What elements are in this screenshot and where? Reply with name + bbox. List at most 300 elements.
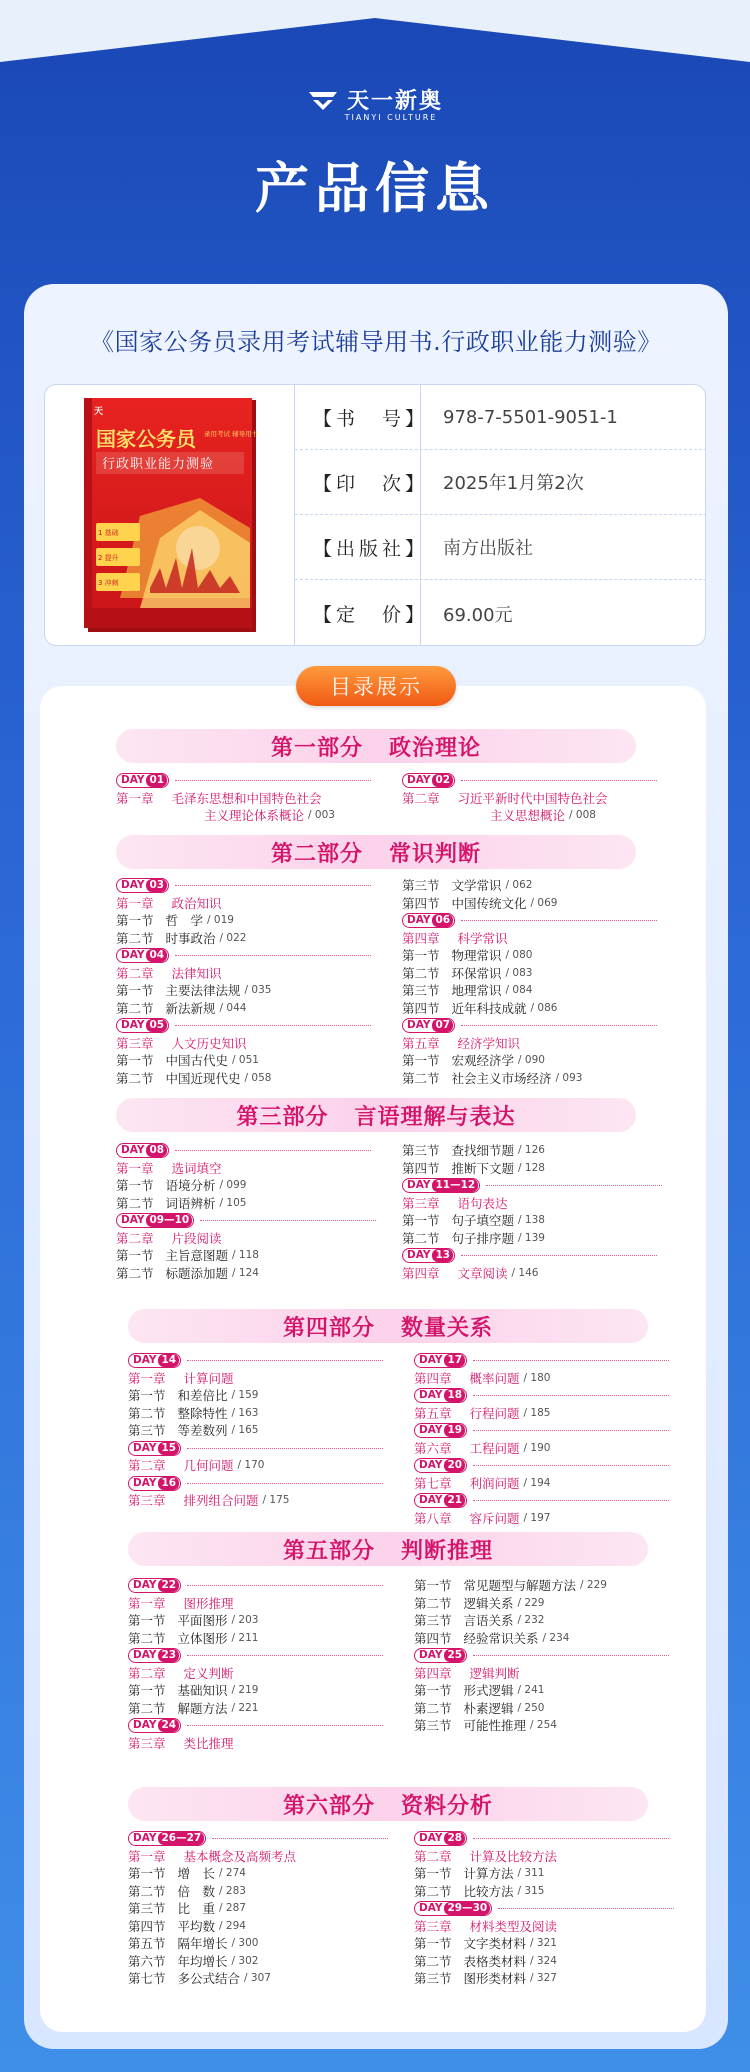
info-row-price (295, 580, 706, 646)
chapter-title: 类比推理 (183, 1735, 234, 1751)
section-number: 第二节 (116, 1195, 154, 1211)
section-number: 第一节 (116, 1053, 154, 1068)
section-title: 中国传统文化 (451, 895, 527, 911)
chapter-title: 毛泽东思想和中国特色社会 (171, 790, 322, 806)
page-number: / 163 (231, 1406, 259, 1419)
page-number: / 190 (523, 1441, 551, 1454)
chapter-title: 概率问题 (469, 1370, 520, 1386)
section-number: 第六节 (128, 1953, 166, 1969)
section-number: 第二节 (414, 1595, 452, 1611)
section-number: 第一节 (128, 1613, 166, 1628)
day-badge: DAY 16 (128, 1476, 181, 1491)
page-number: / 315 (517, 1884, 545, 1897)
chapter-number: 第八章 (414, 1510, 452, 1526)
chapter-title: 选词填空 (171, 1160, 222, 1176)
day-number: 07 (432, 1019, 453, 1032)
part-banner (128, 1532, 648, 1566)
section-title: 增 长 (177, 1866, 216, 1881)
section-row (128, 1883, 388, 1901)
page-number: / 254 (530, 1719, 557, 1731)
dotted-rule (473, 1838, 669, 1839)
day-marker-row (414, 1422, 674, 1440)
section-row (128, 1970, 388, 1988)
section-row (402, 895, 662, 913)
chapter-number: 第四章 (414, 1370, 452, 1386)
chapter-title: 利润问题 (469, 1475, 520, 1491)
toc-column-left (116, 772, 376, 825)
section-row (128, 1682, 388, 1700)
day-marker-row (414, 1352, 674, 1370)
chapter-title: 科学常识 (457, 930, 508, 946)
day-marker-row (128, 1475, 388, 1493)
section-number: 第一节 (116, 983, 154, 998)
chapter-number: 第一章 (116, 1160, 154, 1176)
section-number: 第一节 (414, 1578, 452, 1593)
cover-title-big: 国家公务员 (95, 427, 196, 451)
section-row (402, 1142, 662, 1160)
cover-tag-1: 1 基础 (97, 529, 119, 537)
page-number: / 219 (231, 1684, 259, 1696)
chapter-number: 第四章 (414, 1665, 452, 1681)
part-banner (128, 1787, 648, 1821)
section-title: 立体图形 (177, 1630, 228, 1646)
day-marker-row (116, 947, 376, 965)
section-number: 第四节 (402, 895, 440, 911)
section-row (414, 1865, 674, 1883)
section-row (402, 982, 662, 1000)
page-number: / 234 (542, 1631, 570, 1644)
day-badge: DAY 03 (116, 878, 169, 893)
section-title: 新法新规 (165, 1000, 216, 1016)
page-number: / 287 (219, 1902, 246, 1914)
section-row (116, 930, 376, 948)
day-number: 11—12 (432, 1179, 478, 1192)
chapter-number: 第二章 (402, 790, 440, 806)
part-name: 资料分析 (401, 1793, 494, 1819)
section-number: 第二节 (402, 965, 440, 981)
page-number: / 170 (237, 1459, 265, 1471)
section-row (116, 1052, 376, 1070)
section-row (402, 877, 662, 895)
page-number: / 093 (555, 1071, 583, 1084)
chapter-row (414, 1510, 674, 1528)
day-number: 22 (158, 1579, 179, 1592)
chapter-row (116, 1230, 376, 1248)
page-number: / 126 (518, 1144, 545, 1156)
section-number: 第一节 (128, 1388, 166, 1403)
section-title: 平面图形 (177, 1613, 228, 1628)
section-title: 言语关系 (463, 1613, 514, 1628)
page-number: / 232 (517, 1614, 545, 1626)
day-badge: DAY 06 (402, 913, 455, 928)
day-badge: DAY 02 (402, 773, 455, 788)
day-number: 19 (444, 1424, 465, 1437)
page-number: / 086 (530, 1001, 558, 1014)
section-number: 第一节 (128, 1866, 166, 1881)
section-title: 倍 数 (177, 1883, 216, 1899)
section-title: 比较方法 (463, 1883, 514, 1899)
info-label: 【定 价】 (295, 580, 421, 646)
day-badge: DAY 11—12 (402, 1178, 480, 1193)
section-number: 第二节 (402, 1070, 440, 1086)
info-label: 【印 次】 (295, 450, 421, 514)
part-number: 第六部分 (282, 1793, 375, 1819)
chapter-title: 政治知识 (171, 895, 222, 911)
section-title: 时事政治 (165, 930, 216, 946)
section-number: 第二节 (128, 1700, 166, 1716)
dotted-rule (187, 1483, 383, 1484)
section-row (402, 965, 662, 983)
chapter-row (128, 1595, 388, 1613)
day-marker-row (128, 1717, 388, 1735)
day-marker-row (128, 1577, 388, 1595)
dotted-rule (473, 1395, 669, 1396)
day-marker-row (116, 1212, 376, 1230)
day-marker-row (116, 877, 376, 895)
day-badge: DAY 13 (402, 1248, 455, 1263)
section-row (128, 1865, 388, 1883)
day-marker-row (414, 1900, 674, 1918)
section-title: 主旨意图题 (165, 1248, 229, 1263)
chapter-number: 第二章 (128, 1458, 166, 1473)
day-marker-row (402, 772, 662, 790)
section-row (116, 1247, 376, 1265)
part-number: 第一部分 (270, 735, 363, 761)
page-number: / 294 (219, 1919, 246, 1932)
dotted-rule (461, 780, 657, 781)
section-row (414, 1595, 674, 1613)
chapter-title: 人文历史知识 (171, 1035, 247, 1051)
page-number: / 128 (518, 1161, 545, 1174)
dotted-rule (175, 1025, 371, 1026)
section-number: 第一节 (414, 1866, 452, 1881)
chapter-number: 第三章 (414, 1918, 452, 1934)
section-title: 地理常识 (451, 983, 502, 998)
day-number: 26—27 (158, 1832, 204, 1845)
section-row (414, 1953, 674, 1971)
section-number: 第二节 (128, 1630, 166, 1646)
dotted-rule (175, 780, 371, 781)
section-number: 第一节 (402, 948, 440, 963)
day-marker-row (116, 772, 376, 790)
cover-subtitle: 行政职业能力测验 (101, 457, 214, 472)
chapter-row (414, 1440, 674, 1458)
brand-name: 天一新奥 (346, 89, 443, 114)
book-cover-image (80, 398, 260, 634)
chapter-row (414, 1405, 674, 1423)
day-number: 06 (432, 914, 453, 927)
day-marker-row (414, 1492, 674, 1510)
chapter-number: 第一章 (128, 1848, 166, 1864)
chapter-title: 基本概念及高频考点 (183, 1848, 297, 1864)
part-banner (116, 1098, 636, 1132)
day-badge: DAY 09—10 (116, 1213, 194, 1228)
chapter-row (128, 1492, 388, 1510)
product-info-table (44, 384, 706, 646)
toc-column-right (414, 1352, 674, 1527)
chapter-row (128, 1735, 388, 1753)
chapter-number: 第一章 (128, 1595, 166, 1611)
section-row (128, 1900, 388, 1918)
section-number: 第二节 (128, 1405, 166, 1421)
day-badge: DAY 04 (116, 948, 169, 963)
section-number: 第二节 (116, 1070, 154, 1086)
dotted-rule (187, 1655, 383, 1656)
day-badge: DAY 24 (128, 1718, 181, 1733)
chapter-title: 材料类型及阅读 (469, 1918, 558, 1934)
section-number: 第二节 (402, 1230, 440, 1246)
day-number: 23 (158, 1649, 179, 1662)
day-marker-row (414, 1457, 674, 1475)
chapter-number: 第三章 (128, 1493, 166, 1508)
page-number: / 146 (511, 1266, 539, 1279)
chapter-number: 第一章 (116, 790, 154, 806)
section-title: 整除特性 (177, 1405, 228, 1421)
toc-column-right (414, 1830, 674, 1988)
section-title: 语境分析 (165, 1178, 216, 1193)
page-number: / 118 (232, 1249, 259, 1261)
page-number: / 099 (219, 1179, 247, 1191)
day-badge: DAY 01 (116, 773, 169, 788)
cover-title-side: 录用考试 辅导用书 (203, 430, 258, 438)
section-number: 第一节 (128, 1683, 166, 1698)
dotted-rule (187, 1448, 383, 1449)
dotted-rule (461, 1255, 657, 1256)
chapter-number: 第七章 (414, 1475, 452, 1491)
page-number: / 022 (219, 931, 247, 944)
day-badge: DAY 14 (128, 1353, 181, 1368)
dotted-rule (473, 1465, 669, 1466)
section-title: 常见题型与解题方法 (463, 1578, 577, 1593)
chapter-row (116, 1035, 376, 1053)
section-title: 句子填空题 (451, 1213, 515, 1228)
page-number: / 211 (231, 1631, 259, 1644)
day-badge: DAY 20 (414, 1458, 467, 1473)
section-number: 第一节 (414, 1683, 452, 1698)
section-number: 第三节 (414, 1971, 452, 1986)
part-number: 第三部分 (236, 1104, 329, 1130)
chapter-title: 容斥问题 (469, 1510, 520, 1526)
dotted-rule (498, 1908, 674, 1909)
dotted-rule (473, 1360, 669, 1361)
info-value: 69.00元 (443, 604, 513, 626)
page-number: / 058 (244, 1071, 272, 1084)
dotted-rule (212, 1838, 388, 1839)
chapter-row (116, 790, 376, 808)
page-number: / 139 (518, 1231, 545, 1244)
section-title: 形式逻辑 (463, 1683, 514, 1698)
section-number: 第五节 (128, 1936, 166, 1951)
section-title: 计算方法 (463, 1866, 514, 1881)
day-marker-row (116, 1017, 376, 1035)
day-number: 09—10 (146, 1214, 192, 1227)
section-number: 第四节 (402, 1160, 440, 1176)
chapter-number: 第三章 (402, 1195, 440, 1211)
section-row (128, 1405, 388, 1423)
book-title: 《国家公务员录用考试辅导用书.行政职业能力测验》 (90, 328, 662, 356)
page-number: / 311 (517, 1867, 545, 1879)
day-marker-row (402, 1017, 662, 1035)
page-number: / 051 (232, 1054, 259, 1066)
section-title: 文字类材料 (463, 1936, 527, 1951)
section-row (402, 1052, 662, 1070)
info-label: 【书 号】 (295, 385, 421, 449)
info-label: 【出版社】 (295, 515, 421, 579)
day-badge: DAY 26—27 (128, 1831, 206, 1846)
part-name: 数量关系 (401, 1315, 494, 1341)
section-title: 解题方法 (177, 1700, 228, 1716)
page-number: / 090 (518, 1054, 545, 1066)
toc-column-right (414, 1577, 674, 1735)
day-badge: DAY 18 (414, 1388, 467, 1403)
section-title: 逻辑关系 (463, 1595, 514, 1611)
section-row (128, 1700, 388, 1718)
section-row (414, 1935, 674, 1953)
page-number: / 175 (262, 1494, 290, 1506)
day-badge: DAY 08 (116, 1143, 169, 1158)
section-row (402, 1160, 662, 1178)
page-number: / 138 (518, 1214, 545, 1226)
part-name: 言语理解与表达 (354, 1104, 516, 1130)
day-number: 15 (158, 1442, 179, 1455)
section-number: 第三节 (402, 878, 440, 893)
page-number: / 019 (207, 914, 234, 926)
page-number: / 229 (517, 1596, 545, 1609)
section-number: 第一节 (402, 1053, 440, 1068)
chapter-title: 主义理论体系概论 (204, 808, 305, 823)
chapter-row (414, 1918, 674, 1936)
section-row (128, 1953, 388, 1971)
day-marker-row (128, 1830, 388, 1848)
toc-column-left (116, 877, 376, 1087)
chapter-row (414, 1665, 674, 1683)
day-badge: DAY 05 (116, 1018, 169, 1033)
chapter-title: 图形推理 (183, 1595, 234, 1611)
page-number: / 307 (244, 1972, 271, 1984)
page-number: / 185 (523, 1406, 551, 1419)
day-badge: DAY 21 (414, 1493, 467, 1508)
page-number: / 321 (530, 1937, 557, 1949)
chapter-title: 文章阅读 (457, 1265, 508, 1281)
section-row (116, 982, 376, 1000)
section-row (402, 1070, 662, 1088)
page-number: / 241 (517, 1684, 545, 1696)
section-title: 哲 学 (165, 913, 204, 928)
chapter-title: 语句表达 (457, 1195, 508, 1211)
page-number: / 165 (231, 1424, 259, 1436)
day-badge: DAY 15 (128, 1441, 181, 1456)
day-marker-row (414, 1387, 674, 1405)
toc-column-right (402, 877, 662, 1087)
chapter-number: 第四章 (402, 930, 440, 946)
cover-tag-2: 2 提升 (97, 554, 119, 562)
chapter-row (402, 1265, 662, 1283)
day-number: 01 (146, 774, 167, 787)
toc-column-right (402, 772, 662, 825)
section-number: 第二节 (414, 1883, 452, 1899)
chapter-title: 定义判断 (183, 1665, 234, 1681)
section-title: 可能性推理 (463, 1718, 527, 1733)
brand-en: TIANYI CULTURE (344, 113, 438, 122)
day-number: 16 (158, 1477, 179, 1490)
section-row (116, 1265, 376, 1283)
section-row (116, 1070, 376, 1088)
page-title: 产品信息 (255, 157, 495, 220)
section-title: 社会主义市场经济 (451, 1070, 552, 1086)
page-number: / 044 (219, 1001, 247, 1014)
section-row (414, 1883, 674, 1901)
section-title: 中国古代史 (165, 1053, 229, 1068)
header-top-shape (0, 0, 750, 80)
section-row (402, 947, 662, 965)
part-number: 第五部分 (282, 1538, 375, 1564)
section-row (414, 1612, 674, 1630)
dotted-rule (461, 1025, 657, 1026)
chapter-number: 第二章 (128, 1665, 166, 1681)
part-number: 第二部分 (270, 841, 363, 867)
section-number: 第二节 (414, 1700, 452, 1716)
part-number: 第四部分 (282, 1315, 375, 1341)
day-badge: DAY 25 (414, 1648, 467, 1663)
section-row (116, 1000, 376, 1018)
section-number: 第七节 (128, 1971, 166, 1986)
section-row (402, 1000, 662, 1018)
day-badge: DAY 28 (414, 1831, 467, 1846)
page-number: / 083 (505, 966, 533, 979)
page-number: / 008 (569, 809, 596, 821)
day-marker-row (116, 1142, 376, 1160)
day-marker-row (128, 1440, 388, 1458)
chapter-row (402, 1195, 662, 1213)
section-row (402, 1230, 662, 1248)
section-row (414, 1970, 674, 1988)
section-title: 多公式结合 (177, 1971, 241, 1986)
chapter-row (402, 930, 662, 948)
section-number: 第四节 (128, 1918, 166, 1934)
book-cover (45, 385, 295, 646)
section-title: 年均增长 (177, 1953, 228, 1969)
chapter-number: 第二章 (116, 1230, 154, 1246)
chapter-title: 经济学知识 (457, 1035, 521, 1051)
day-number: 18 (444, 1389, 465, 1402)
day-number: 25 (444, 1649, 465, 1662)
chapter-title: 排列组合问题 (183, 1493, 259, 1508)
section-number: 第四节 (414, 1630, 452, 1646)
chapter-number: 第一章 (128, 1370, 166, 1386)
toc-column-left (128, 1352, 388, 1510)
part-name: 判断推理 (401, 1538, 494, 1564)
section-title: 查找细节题 (451, 1143, 515, 1158)
page-number: / 180 (523, 1371, 551, 1384)
dotted-rule (187, 1360, 383, 1361)
dotted-rule (486, 1185, 662, 1186)
chapter-row (128, 1370, 388, 1388)
dotted-rule (461, 920, 657, 921)
section-title: 等差数列 (177, 1423, 228, 1438)
section-row (402, 1212, 662, 1230)
section-number: 第一节 (402, 1213, 440, 1228)
chapter-row (128, 1848, 388, 1866)
dotted-rule (187, 1725, 383, 1726)
dotted-rule (473, 1655, 669, 1656)
section-row (414, 1700, 674, 1718)
section-number: 第三节 (414, 1718, 452, 1733)
day-marker-row (128, 1352, 388, 1370)
day-number: 17 (444, 1354, 465, 1367)
day-marker-row (402, 912, 662, 930)
section-number: 第一节 (116, 1178, 154, 1193)
day-badge: DAY 29—30 (414, 1901, 492, 1916)
